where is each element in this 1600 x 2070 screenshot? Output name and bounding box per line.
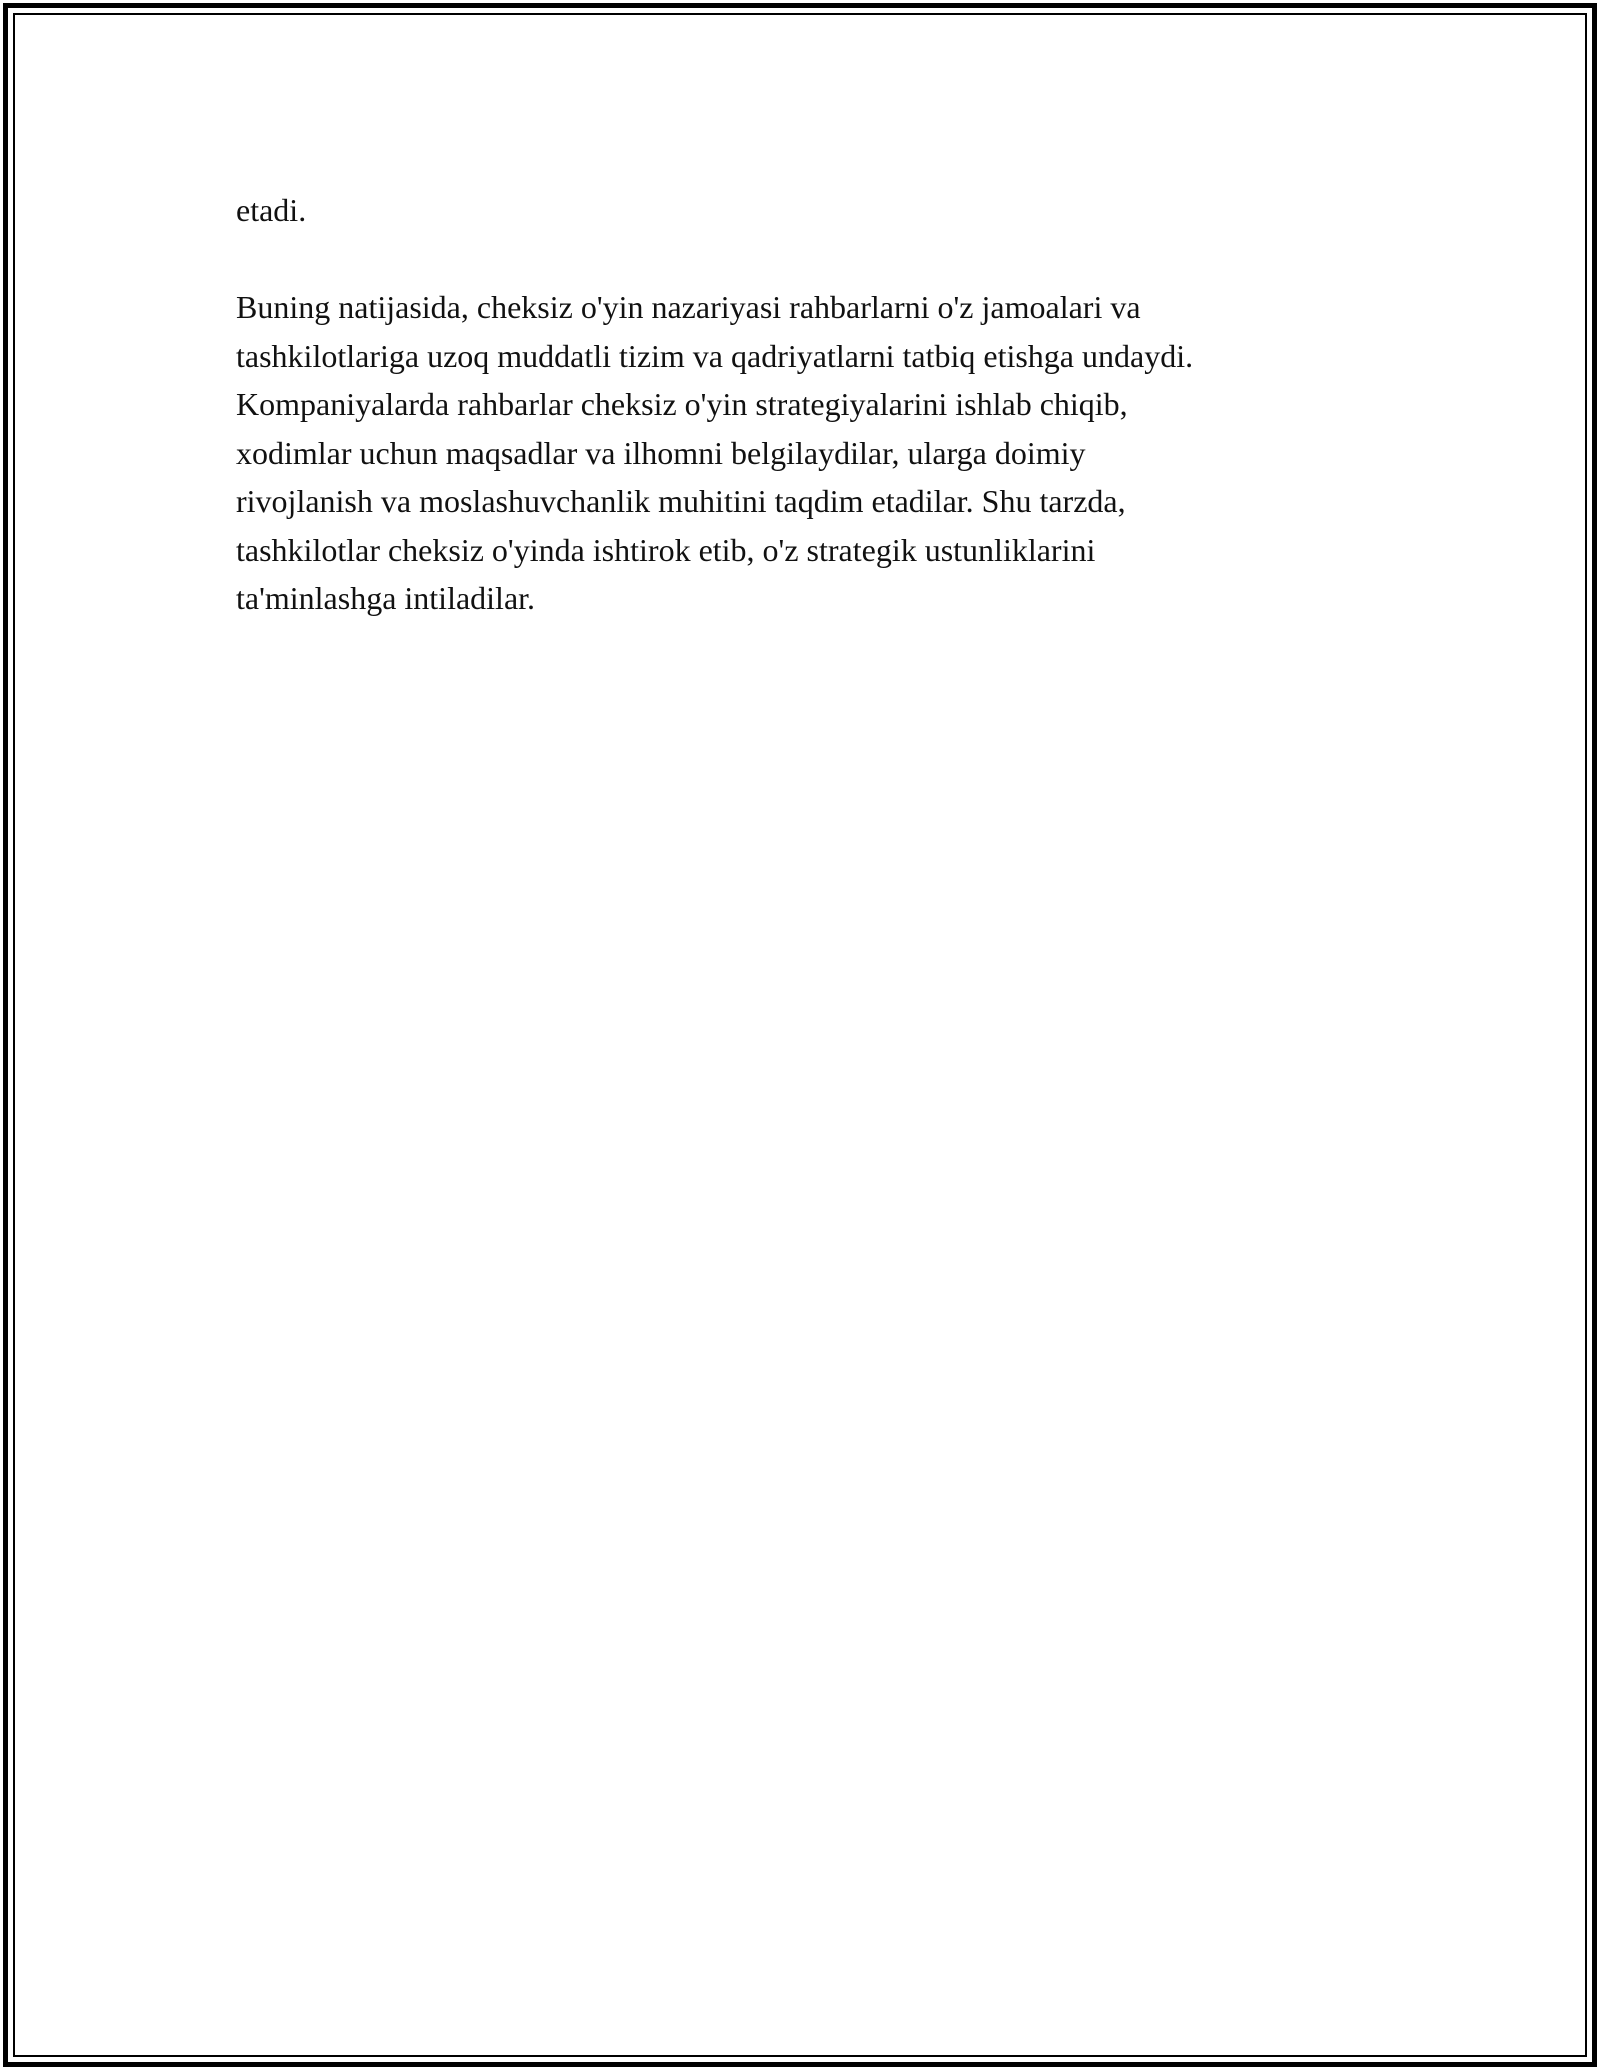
text-line: Buning natijasida, cheksiz o'yin nazariyasi rahbarlarni o'z jamoalari va [236, 289, 1141, 325]
document-body [236, 186, 1396, 623]
text-line: etadi. [236, 192, 307, 228]
text-line: tashkilotlar cheksiz o'yinda ishtirok etib, o'z strategik ustunliklarini [236, 531, 1096, 568]
continuation-paragraph [236, 186, 1396, 235]
text-line: Kompaniyalarda rahbarlar cheksiz o'yin strategiyalarini ishlab chiqib, [236, 386, 1128, 422]
text-line: xodimlar uchun maqsadlar va ilhomni belgilaydilar, ularga doimiy [236, 434, 1086, 471]
text-line: rivojlanish va moslashuvchanlik muhitini taqdim etadilar. Shu tarzda, [236, 483, 1126, 519]
body-paragraph [236, 283, 1396, 623]
text-line: ta'minlashga intiladilar. [236, 580, 536, 616]
paragraph-spacer [236, 235, 1396, 284]
text-line: tashkilotlariga uzoq muddatli tizim va qadriyatlarni tatbiq etishga undaydi. [236, 337, 1194, 374]
